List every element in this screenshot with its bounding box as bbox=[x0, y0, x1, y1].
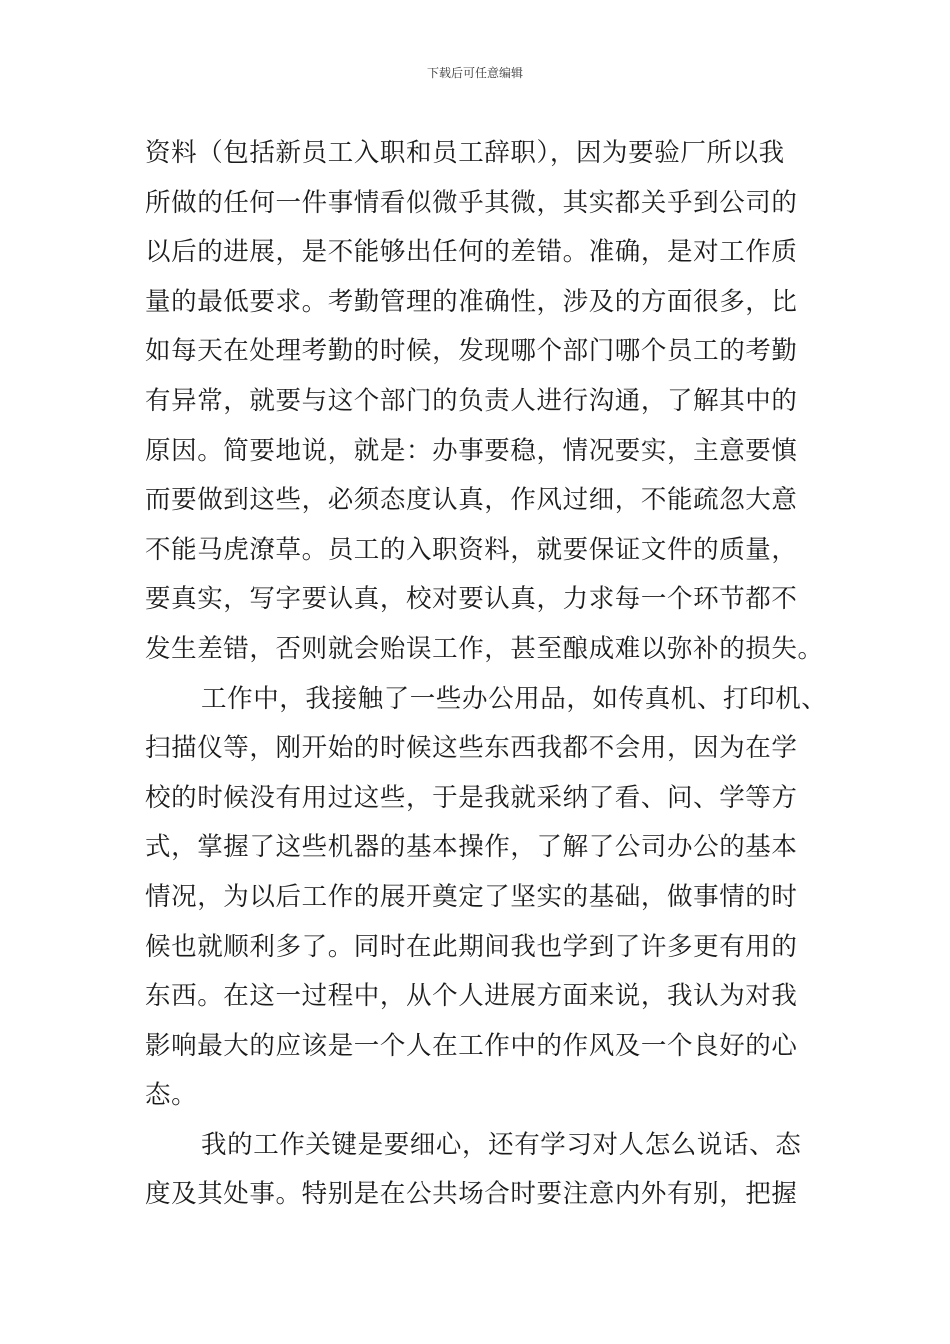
text-line: 原因。简要地说，就是：办事要稳，情况要实，主意要慎 bbox=[145, 435, 798, 466]
text-line: 要真实，写字要认真，校对要认真，力求每一个环节都不 bbox=[145, 584, 798, 615]
text-line: 扫描仪等，刚开始的时候这些东西我都不会用，因为在学 bbox=[145, 733, 798, 764]
text-line: 式，掌握了这些机器的基本操作，了解了公司办公的基本 bbox=[145, 832, 798, 863]
text-line: 如每天在处理考勤的时候，发现哪个部门哪个员工的考勤 bbox=[145, 336, 798, 367]
text-line: 以后的进展，是不能够出任何的差错。准确，是对工作质 bbox=[145, 237, 798, 268]
text-line: 校的时候没有用过这些，于是我就采纳了看、问、学等方 bbox=[145, 782, 798, 813]
text-line: 有异常，就要与这个部门的负责人进行沟通，了解其中的 bbox=[145, 385, 798, 416]
text-line: 资料（包括新员工入职和员工辞职），因为要验厂所以我 bbox=[145, 138, 785, 168]
paragraph-start-line: 工作中，我接触了一些办公用品，如传真机、打印机、 bbox=[201, 683, 828, 714]
text-line: 量的最低要求。考勤管理的准确性，涉及的方面很多，比 bbox=[145, 286, 798, 317]
text-line: 度及其处事。特别是在公共场合时要注意内外有别，把握 bbox=[145, 1179, 798, 1210]
text-line: 东西。在这一过程中，从个人进展方面来说，我认为对我 bbox=[145, 981, 798, 1012]
text-line: 不能马虎潦草。员工的入职资料，就要保证文件的质量， bbox=[145, 534, 798, 565]
text-line: 影响最大的应该是一个人在工作中的作风及一个良好的心 bbox=[145, 1030, 798, 1061]
text-line: 而要做到这些，必须态度认真，作风过细，不能疏忽大意 bbox=[145, 485, 798, 516]
page-header-note: 下载后可任意编辑 bbox=[426, 66, 523, 80]
paragraph-start-line: 我的工作关键是要细心，还有学习对人怎么说话、态 bbox=[201, 1129, 802, 1160]
text-line: 发生差错，否则就会贻误工作，甚至酿成难以弥补的损失。 bbox=[145, 633, 824, 664]
text-line: 候也就顺利多了。同时在此期间我也学到了许多更有用的 bbox=[145, 931, 798, 962]
text-line: 情况，为以后工作的展开奠定了坚实的基础，做事情的时 bbox=[145, 881, 798, 912]
document-body bbox=[145, 129, 828, 1220]
text-line: 所做的任何一件事情看似微乎其微，其实都关乎到公司的 bbox=[145, 187, 798, 218]
text-line: 态。 bbox=[145, 1080, 198, 1111]
